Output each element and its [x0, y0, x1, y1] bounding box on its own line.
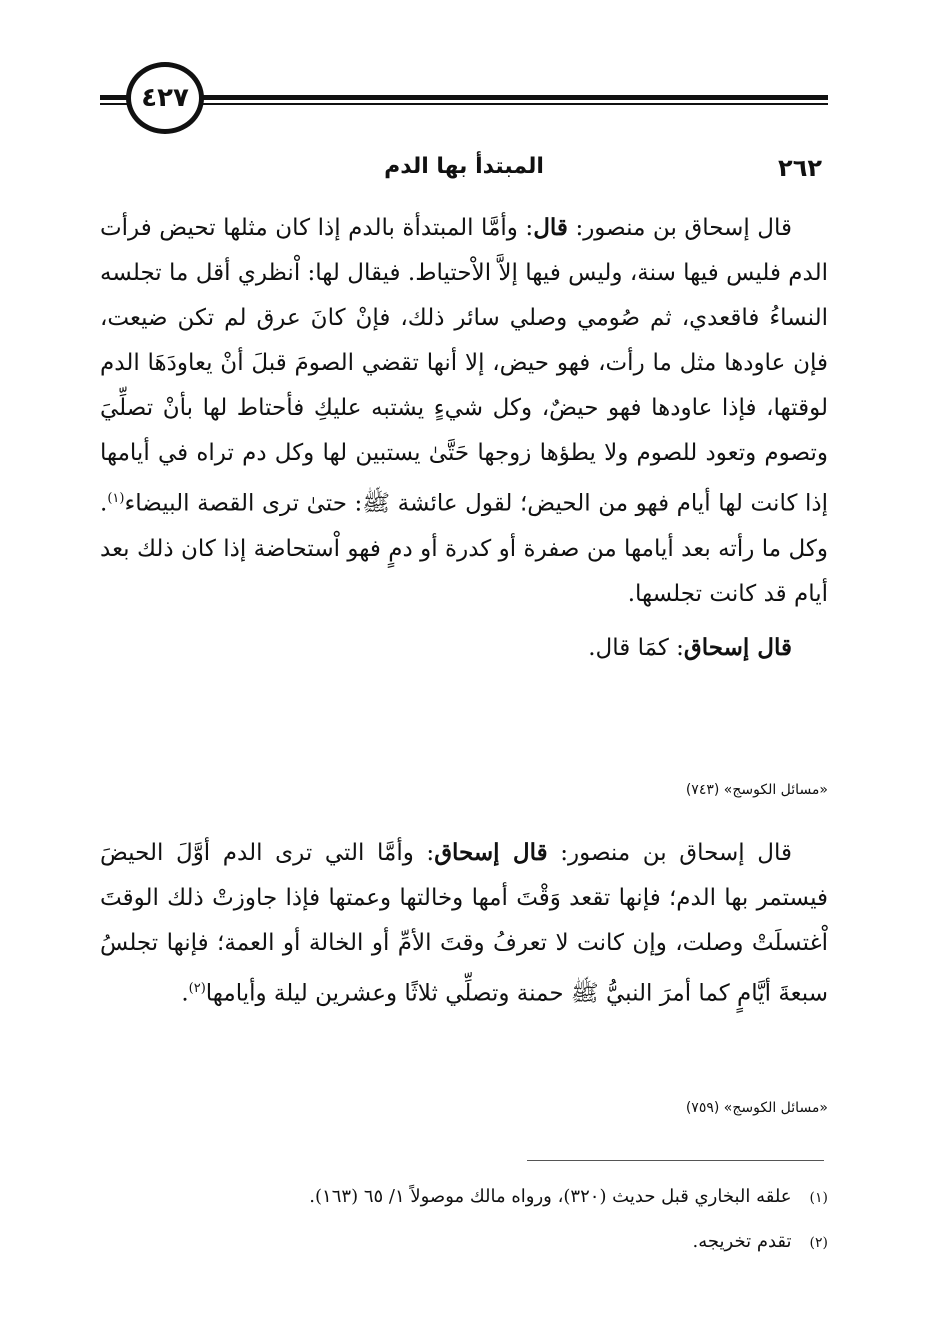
footnote-divider	[527, 1160, 824, 1161]
entry-1-text-b: . وكل ما رأته بعد أيامها من صفرة أو كدرة أو دمٍ فهو اْستحاضة إذا كان ذلك بعد أيام قد كانت تجلسها.	[100, 490, 828, 607]
section-heading	[100, 150, 828, 190]
entry-2-source: «مسائل الكوسج» (٧٥٩)	[685, 1100, 828, 1116]
entry-1-reply	[100, 625, 828, 671]
entry-1-intro: قال إسحاق بن منصور:	[567, 215, 792, 241]
page-number-text: ٤٢٧	[141, 83, 189, 113]
entry-2-text-a: : وأمَّا التي ترى الدم أوَّلَ الحيضَ فيستمر بها الدم؛ فإنها تقعد وَقْتَ أمها وخالتها وعمتها فإذا جاوزتْ ذلك الوقتَ اْغتسلَتْ وصلت، وإن كانت لا تعرفُ وقتَ الأمِّ أو الخالة أو العمة؛ فإنها تجلسُ سبعةَ أيَّامٍ كما أمرَ النبيُّ ﷺ حمنة وتصلِّي ثلاثًا وعشرين ليلة وأيامها	[100, 840, 828, 1007]
footnote-ref-2[interactable]: (٢)	[188, 981, 206, 996]
entry-1-speaker: قال	[533, 214, 568, 241]
footnote-2-text: تقدم تخريجه.	[692, 1231, 792, 1252]
footnotes	[100, 1175, 828, 1265]
footnote-1	[100, 1175, 828, 1220]
entry-2-text-b: .	[181, 980, 189, 1007]
entry-1-question	[100, 205, 828, 617]
entry-1-reply-speaker: قال إسحاق	[683, 633, 792, 661]
entry-2-question	[100, 830, 828, 1017]
page-number	[126, 62, 204, 134]
section-title: المبتدأ بها الدم	[384, 154, 544, 179]
entry-2-intro: قال إسحاق بن منصور:	[547, 840, 793, 866]
header-rule-thin	[100, 103, 828, 105]
entry-1	[100, 205, 828, 671]
entry-2-speaker: قال إسحاق	[434, 839, 548, 866]
footnote-1-number: (١)	[809, 1190, 828, 1206]
entry-1-text-a: : وأمَّا المبتدأة بالدم إذا كان مثلها تحيض فرأت الدم فليس فيها سنة، وليس فيها إلاَّ الاْحتياط. فيقال لها: اْنظري أقل ما تجلسه النساءُ فاقعدي، ثم صُومي وصلي سائر ذلك، فإنْ كانَ عرق لم تكن ضيعت، فإن عاودها مثل ما رأت، فهو حيض، إلا أنها تقضي الصومَ قبلَ أنْ يعاودَهَا الدم لوقتها، فإذا عاودها فهو حيضٌ، وكل شيءٍ يشتبه عليكِ فأحتاط لها بأنْ تصلِّيَ وتصوم وتعود للصوم ولا يطؤها زوجها حَتَّىٰ يستبين لها وكل دم تراه في أيامها إذا كانت لها أيام فهو من الحيض؛ لقول عائشة ﷺ: حتىٰ ترى القصة البيضاء	[100, 215, 828, 517]
footnote-2	[100, 1220, 828, 1265]
section-number: ٢٦٢	[778, 154, 822, 182]
entry-1-reply-text: : كمَا قال.	[588, 634, 684, 661]
footnote-1-text: علقه البخاري قبل حديث (٣٢٠)، ورواه مالك موصولاً ١/ ٦٥ (١٦٣).	[309, 1186, 792, 1207]
header-rule	[100, 95, 828, 100]
footnote-2-number: (٢)	[809, 1235, 828, 1251]
footnote-ref-1[interactable]: (١)	[107, 491, 125, 506]
entry-2	[100, 830, 828, 1017]
entry-1-source: «مسائل الكوسج» (٧٤٣)	[685, 782, 828, 798]
